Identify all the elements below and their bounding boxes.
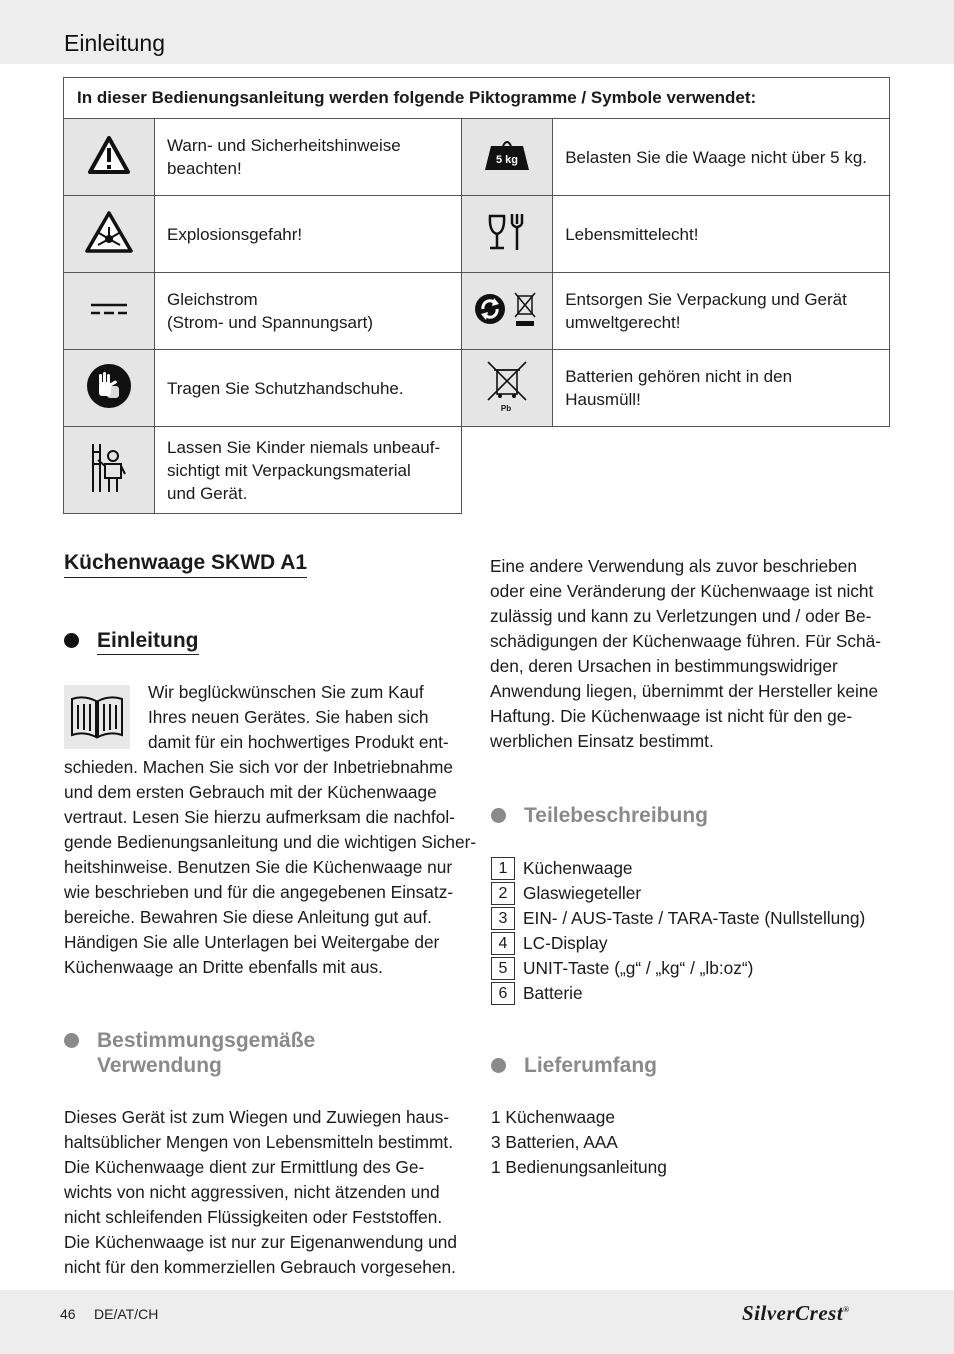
section-heading-lieferumfang: Lieferumfang (491, 1053, 791, 1081)
list-item: 3 Batterien, AAA (491, 1132, 618, 1152)
weight-limit-icon (462, 119, 553, 196)
symbol-desc: Entsorgen Sie Verpackung und Gerät umweltgerecht! (553, 273, 890, 350)
symbol-desc: Warn- und Sicherheitshinweise beachten! (155, 119, 462, 196)
bullet-icon (64, 633, 79, 648)
svg-text:5 kg: 5 kg (496, 153, 519, 166)
section-heading-einleitung: Einleitung (64, 628, 364, 656)
svg-text:Pb: Pb (501, 403, 512, 413)
symbol-row (64, 119, 890, 196)
symbol-desc: Gleichstrom (Strom- und Spannungsart) (155, 273, 462, 350)
page-title: Einleitung (64, 30, 166, 56)
symbol-row (64, 350, 890, 427)
symbol-row (64, 273, 890, 350)
battery-disposal-icon (462, 350, 553, 427)
einleitung-text: schieden. Machen Sie sich vor der Inbetriebnahme und dem ersten Gebrauch mit der Küchenwaage vertraut. Lesen Sie hierzu aufmerksam die nachfol- gende Bedienungsanleitung und die wichtigen Sicher- heitshinweise. Benutzen Sie die Küchenwaage nur wie beschrieben und für die angegebenen Einsatz- bereiche. Bewahren Sie diese Anleitung gut auf. Händigen Sie alle Unterlagen bei Weitergabe der Küchenwaage an Dritte ebenfalls mit aus. (64, 757, 477, 977)
symbol-table (63, 77, 890, 514)
symbol-table-header-row (64, 78, 890, 119)
symbol-table-heading: In dieser Bedienungsanleitung werden folgende Piktogramme / Symbole verwendet: (64, 78, 890, 119)
locale-label: DE/AT/CH (94, 1306, 159, 1322)
symbol-desc: Batterien gehören nicht in den Hausmüll! (553, 350, 890, 427)
symbol-desc: Tragen Sie Schutzhandschuhe. (155, 350, 462, 427)
symbol-row (64, 196, 890, 273)
bullet-icon (491, 1058, 506, 1073)
page-number: 46 (60, 1306, 76, 1322)
section-heading-teile: Teilebeschreibung (491, 803, 791, 831)
brand-logo: SilverCrest® (742, 1301, 850, 1325)
bestimmung-text: Dieses Gerät ist zum Wiegen und Zuwiegen haus- haltsüblicher Mengen von Lebensmitteln bestimmt. Die Küchenwaage dient zur Ermittlung des Ge- wichts von nicht aggressiven, nicht ätzenden und nicht schleifenden Flüssigkeiten oder Feststoffen. Die Küchenwaage ist nur zur Eigenanwendung und nicht für den kommerziellen Gebrauch vorgesehen. (64, 1107, 457, 1277)
food-safe-icon (462, 196, 553, 273)
child-warning-icon (64, 427, 155, 514)
book-icon (64, 685, 130, 749)
bullet-icon (64, 1033, 79, 1048)
empty-cell (462, 427, 890, 514)
symbol-desc: Belasten Sie die Waage nicht über 5 kg. (553, 119, 890, 196)
symbol-row (64, 427, 890, 514)
protective-gloves-icon (64, 350, 155, 427)
bestimmung-text-continued: Eine andere Verwendung als zuvor beschrieben oder eine Veränderung der Küchenwaage ist nicht zulässig und kann zu Verletzungen und / oder Be- schädigungen der Küchenwaage führen. Für Schä- den, deren Ursachen in bestimmungswidriger Anwendung liegen, übernimmt der Hersteller keine Haftung. Die Küchenwaage ist nicht für den ge- werblichen Einsatz bestimmt. (490, 556, 882, 751)
direct-current-icon (64, 273, 155, 350)
symbol-desc: Lassen Sie Kinder niemals unbeauf- sichtigt mit Verpackungsmaterial und Gerät. (155, 427, 462, 514)
explosion-hazard-icon (64, 196, 155, 273)
product-title: Küchenwaage SKWD A1 (64, 551, 307, 578)
warning-triangle-icon (64, 119, 155, 196)
list-item: 1 Küchenwaage (491, 1107, 615, 1127)
lieferumfang-list (491, 1105, 667, 1180)
bullet-icon (491, 808, 506, 823)
list-item: 1 Bedienungsanleitung (491, 1157, 667, 1177)
recycling-icon (462, 273, 553, 350)
symbol-desc: Lebensmittelecht! (553, 196, 890, 273)
symbol-desc: Explosionsgefahr! (155, 196, 462, 273)
einleitung-text-indented: Wir beglückwünschen Sie zum Kauf Ihres neuen Gerätes. Sie haben sich damit für ein hochwertiges Produkt ent- (148, 682, 449, 752)
section-heading-bestimmung: Bestimmungsgemäße Verwendung (64, 1028, 384, 1080)
